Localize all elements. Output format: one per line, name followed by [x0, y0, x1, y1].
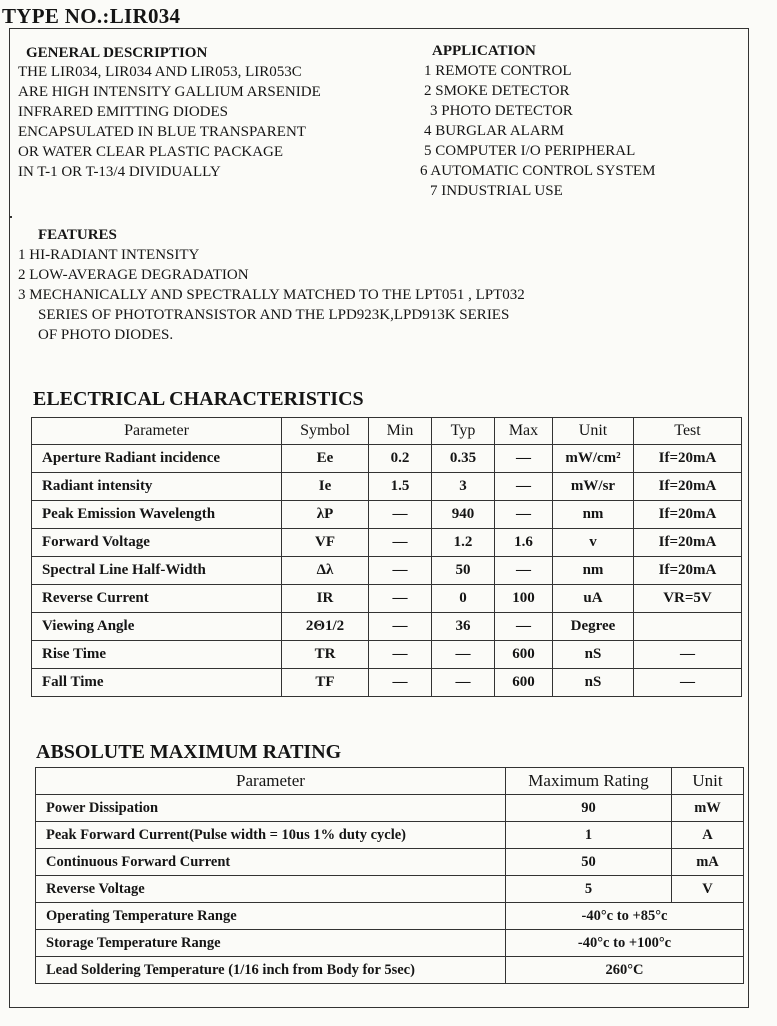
feature-line: 1 HI-RADIANT INTENSITY [18, 247, 200, 263]
general-line: OR WATER CLEAR PLASTIC PACKAGE [18, 144, 284, 160]
column-header: Test [634, 418, 742, 445]
value-cell: 600 [495, 641, 553, 669]
value-cell: — [369, 501, 432, 529]
electrical-characteristics-table [31, 417, 742, 697]
value-cell: — [369, 585, 432, 613]
document-title: TYPE NO.:LIR034 [2, 4, 181, 28]
value-cell: — [369, 557, 432, 585]
parameter-cell: Reverse Current [32, 585, 282, 613]
value-cell: mW/sr [553, 473, 634, 501]
general-line: IN T-1 OR T-13/4 DIVIDUALLY [18, 164, 221, 180]
value-cell: nS [553, 641, 634, 669]
value-cell: 36 [432, 613, 495, 641]
feature-line: SERIES OF PHOTOTRANSISTOR AND THE LPD923K,LPD913K SERIES [38, 307, 510, 323]
general-line: ARE HIGH INTENSITY GALLIUM ARSENIDE [18, 84, 321, 100]
parameter-cell: Lead Soldering Temperature (1/16 inch from Body for 5sec) [36, 957, 506, 984]
value-cell: -40°c to +100°c [506, 930, 744, 957]
value-cell: 0 [432, 585, 495, 613]
table-row [36, 849, 744, 876]
application-item: 4 BURGLAR ALARM [424, 123, 565, 139]
value-cell: — [495, 445, 553, 473]
value-cell: — [369, 613, 432, 641]
table-row [32, 529, 742, 557]
table-row [36, 876, 744, 903]
parameter-cell: Operating Temperature Range [36, 903, 506, 930]
parameter-cell: Power Dissipation [36, 795, 506, 822]
value-cell: 2Θ1/2 [282, 613, 369, 641]
value-cell: 600 [495, 669, 553, 697]
value-cell: — [432, 669, 495, 697]
value-cell: TR [282, 641, 369, 669]
value-cell: 5 [506, 876, 672, 903]
value-cell: v [553, 529, 634, 557]
value-cell: mW [672, 795, 744, 822]
parameter-cell: Spectral Line Half-Width [32, 557, 282, 585]
table-row [36, 822, 744, 849]
parameter-cell: Rise Time [32, 641, 282, 669]
table-row [32, 585, 742, 613]
value-cell: nm [553, 557, 634, 585]
electrical-heading: ELECTRICAL CHARACTERISTICS [33, 388, 364, 410]
parameter-cell: Aperture Radiant incidence [32, 445, 282, 473]
value-cell: — [495, 613, 553, 641]
value-cell: 90 [506, 795, 672, 822]
application-heading: APPLICATION [432, 43, 536, 59]
application-item: 1 REMOTE CONTROL [424, 63, 572, 79]
value-cell: — [369, 669, 432, 697]
column-header: Unit [553, 418, 634, 445]
table-header-row [32, 418, 742, 445]
table-row [36, 795, 744, 822]
general-line: INFRARED EMITTING DIODES [18, 104, 228, 120]
value-cell: If=20mA [634, 445, 742, 473]
column-header: Symbol [282, 418, 369, 445]
value-cell: — [634, 641, 742, 669]
value-cell: 1.5 [369, 473, 432, 501]
value-cell: — [495, 473, 553, 501]
value-cell: A [672, 822, 744, 849]
value-cell: — [432, 641, 495, 669]
features-list [18, 245, 525, 345]
value-cell: 0.2 [369, 445, 432, 473]
value-cell: — [369, 641, 432, 669]
value-cell: TF [282, 669, 369, 697]
value-cell: 260°C [506, 957, 744, 984]
parameter-cell: Reverse Voltage [36, 876, 506, 903]
parameter-cell: Radiant intensity [32, 473, 282, 501]
absolute-heading: ABSOLUTE MAXIMUM RATING [36, 741, 342, 763]
value-cell: If=20mA [634, 473, 742, 501]
value-cell: 100 [495, 585, 553, 613]
table-row [32, 501, 742, 529]
general-description-heading: GENERAL DESCRIPTION [26, 45, 208, 61]
value-cell: Ie [282, 473, 369, 501]
feature-line: 2 LOW-AVERAGE DEGRADATION [18, 267, 249, 283]
value-cell: V [672, 876, 744, 903]
table-row [36, 957, 744, 984]
value-cell: 940 [432, 501, 495, 529]
absolute-maximum-rating-table [35, 767, 744, 984]
column-header: Maximum Rating [506, 768, 672, 795]
table-row [36, 930, 744, 957]
table-row [32, 669, 742, 697]
table-row [36, 903, 744, 930]
value-cell: -40°c to +85°c [506, 903, 744, 930]
value-cell: — [634, 669, 742, 697]
table-row [32, 641, 742, 669]
parameter-cell: Continuous Forward Current [36, 849, 506, 876]
value-cell: — [495, 501, 553, 529]
column-header: Min [369, 418, 432, 445]
value-cell: 1.6 [495, 529, 553, 557]
column-header: Max [495, 418, 553, 445]
value-cell: 1 [506, 822, 672, 849]
application-item: 5 COMPUTER I/O PERIPHERAL [424, 143, 636, 159]
value-cell: VR=5V [634, 585, 742, 613]
value-cell: — [369, 529, 432, 557]
value-cell: 1.2 [432, 529, 495, 557]
feature-line: OF PHOTO DIODES. [38, 327, 174, 343]
value-cell: 50 [432, 557, 495, 585]
application-item: 2 SMOKE DETECTOR [424, 83, 570, 99]
application-list [420, 61, 656, 201]
value-cell: If=20mA [634, 557, 742, 585]
feature-line: 3 MECHANICALLY AND SPECTRALLY MATCHED TO THE LPT051 , LPT032 [18, 287, 525, 303]
parameter-cell: Peak Emission Wavelength [32, 501, 282, 529]
value-cell: If=20mA [634, 529, 742, 557]
value-cell: 3 [432, 473, 495, 501]
value-cell: mA [672, 849, 744, 876]
value-cell: IR [282, 585, 369, 613]
parameter-cell: Peak Forward Current(Pulse width = 10us 1% duty cycle) [36, 822, 506, 849]
column-header: Typ [432, 418, 495, 445]
value-cell: — [495, 557, 553, 585]
table-row [32, 445, 742, 473]
features-heading: FEATURES [38, 227, 117, 243]
application-item: 6 AUTOMATIC CONTROL SYSTEM [420, 163, 656, 179]
value-cell: mW/cm² [553, 445, 634, 473]
table-row [32, 557, 742, 585]
value-cell: nS [553, 669, 634, 697]
value-cell: λP [282, 501, 369, 529]
value-cell: 50 [506, 849, 672, 876]
parameter-cell: Forward Voltage [32, 529, 282, 557]
value-cell: VF [282, 529, 369, 557]
value-cell [634, 613, 742, 641]
column-header: Parameter [36, 768, 506, 795]
value-cell: Ee [282, 445, 369, 473]
table-row [32, 613, 742, 641]
value-cell: Degree [553, 613, 634, 641]
value-cell: Δλ [282, 557, 369, 585]
general-line: THE LIR034, LIR034 AND LIR053, LIR053C [18, 64, 302, 80]
value-cell: nm [553, 501, 634, 529]
stray-dot [10, 216, 12, 218]
application-item: 3 PHOTO DETECTOR [430, 103, 573, 119]
parameter-cell: Viewing Angle [32, 613, 282, 641]
table-row [32, 473, 742, 501]
general-description-text [18, 62, 321, 182]
value-cell: 0.35 [432, 445, 495, 473]
parameter-cell: Fall Time [32, 669, 282, 697]
column-header: Parameter [32, 418, 282, 445]
value-cell: uA [553, 585, 634, 613]
general-line: ENCAPSULATED IN BLUE TRANSPARENT [18, 124, 306, 140]
parameter-cell: Storage Temperature Range [36, 930, 506, 957]
value-cell: If=20mA [634, 501, 742, 529]
column-header: Unit [672, 768, 744, 795]
application-item: 7 INDUSTRIAL USE [430, 183, 563, 199]
table-header-row [36, 768, 744, 795]
